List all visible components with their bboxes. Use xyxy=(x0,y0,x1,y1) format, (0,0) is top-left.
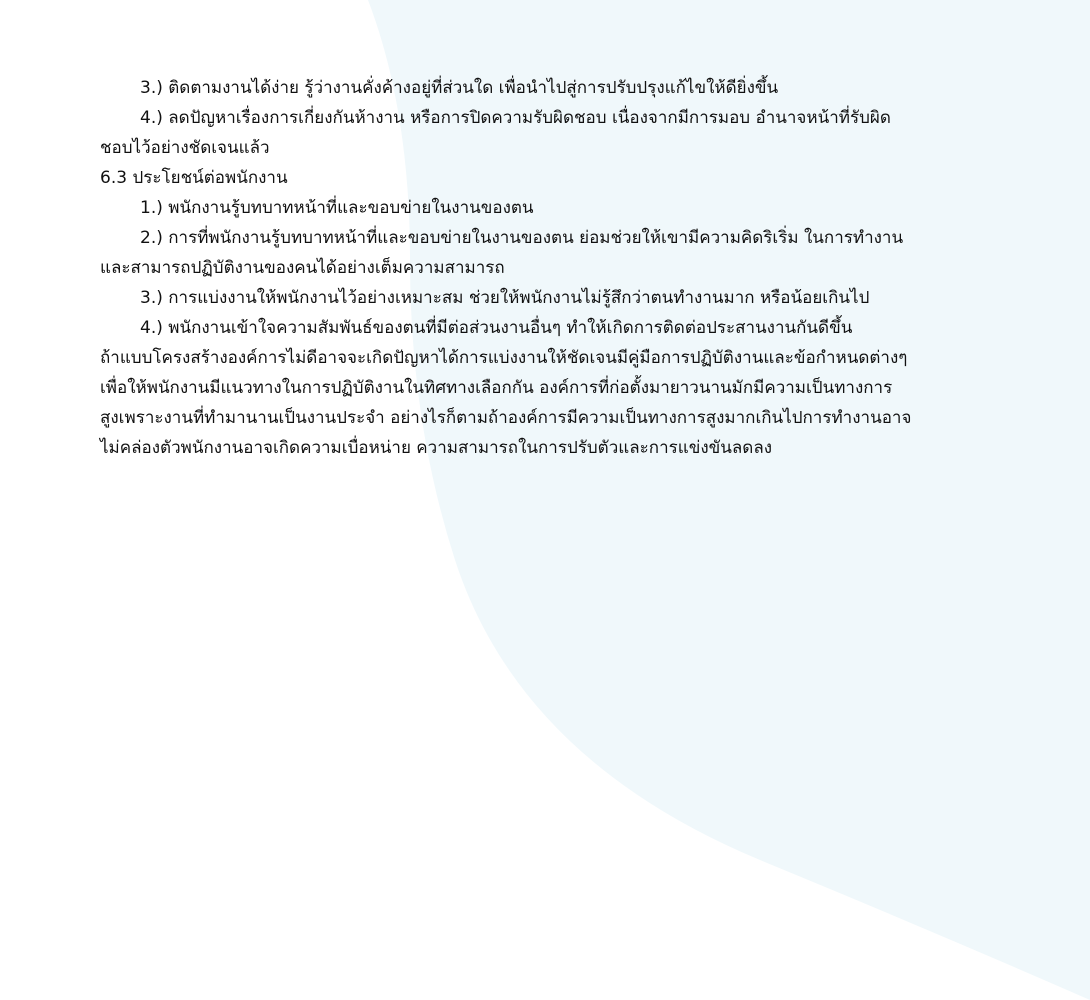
paragraph-continuation: ชอบไว้อย่างชัดเจนแล้ว xyxy=(100,138,270,158)
benefit-item-1: 1.) พนักงานรู้บทบาทหน้าที่และขอบข่ายในงานของตน xyxy=(140,198,534,218)
benefit-item-2: 2.) การที่พนักงานรู้บทบาทหน้าที่และขอบข่ายในงานของตน ย่อมช่วยให้เขามีความคิดริเริ่ม ในการทำงาน xyxy=(140,228,904,248)
summary-line-1: ถ้าแบบโครงสร้างองค์การไม่ดีอาจจะเกิดปัญหาได้การแบ่งงานให้ชัดเจนมีคู่มือการปฏิบัติงานและข้อกำหนดต่างๆ xyxy=(100,348,908,368)
summary-line-3: สูงเพราะงานที่ทำมานานเป็นงานประจำ อย่างไรก็ตามถ้าองค์การมีความเป็นทางการสูงมากเกินไปการทำงานอาจ xyxy=(100,408,912,428)
benefit-item-2-continuation: และสามารถปฏิบัติงานของคนได้อย่างเต็มความสามารถ xyxy=(100,258,505,278)
benefit-item-4: 4.) พนักงานเข้าใจความสัมพันธ์ของตนที่มีต่อส่วนงานอื่นๆ ทำให้เกิดการติดต่อประสานงานกันดีขึ้น xyxy=(140,318,853,338)
paragraph-item-4: 4.) ลดปัญหาเรื่องการเกี่ยงกันห้างาน หรือการปิดความรับผิดชอบ เนื่องจากมีการมอบ อำนาจหน้าที่รับผิด xyxy=(140,108,891,128)
paragraph-item-3: 3.) ติดตามงานได้ง่าย รู้ว่างานคั่งค้างอยู่ที่ส่วนใด เพื่อนำไปสู่การปรับปรุงแก้ไขให้ดียิ่งขึ้น xyxy=(140,78,779,98)
summary-line-4: ไม่คล่องตัวพนักงานอาจเกิดความเบื่อหน่าย ความสามารถในการปรับตัวและการแข่งขันลดลง xyxy=(100,438,773,458)
summary-line-2: เพื่อให้พนักงานมีแนวทางในการปฏิบัติงานในทิศทางเลือกกัน องค์การที่ก่อตั้งมายาวนานมักมีความเป็นทางการ xyxy=(100,378,893,398)
section-heading: 6.3 ประโยชน์ต่อพนักงาน xyxy=(100,168,288,188)
benefit-item-3: 3.) การแบ่งงานให้พนักงานไว้อย่างเหมาะสม ช่วยให้พนักงานไม่รู้สึกว่าตนทำงานมาก หรือน้อยเกินไป xyxy=(140,288,870,308)
